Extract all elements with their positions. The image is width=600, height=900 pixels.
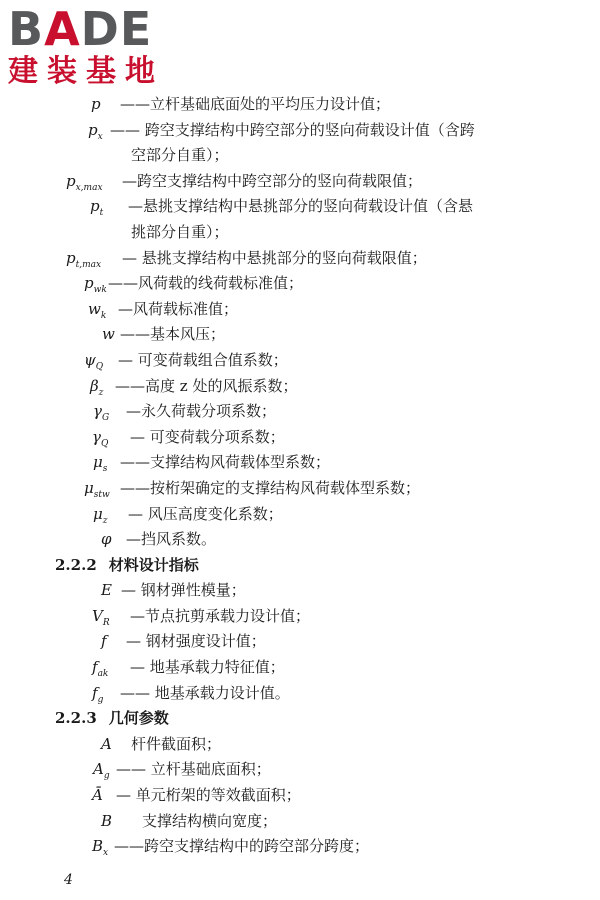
symbol-description: — 可变荷载组合值系数； [118, 350, 288, 369]
symbol-entry [0, 271, 600, 297]
symbol: $p_{wk}$ [84, 274, 107, 296]
symbol-description: ——跨空支撑结构中的跨空部分跨度； [114, 837, 370, 856]
symbol: $\mu_s$ [93, 453, 108, 475]
section-number: 2.2.2 [55, 555, 97, 574]
symbol: B [101, 811, 113, 830]
section-title: 几何参数 [108, 709, 169, 728]
symbol: $p_{x,max}$ [66, 171, 103, 193]
symbol-entry [0, 450, 600, 476]
symbol-description: — 地基承载力特征值； [130, 658, 285, 677]
symbol-description: ——风荷载的线荷载标准值； [108, 274, 304, 293]
symbol-list [0, 92, 600, 860]
symbol: $f_g$ [92, 683, 104, 705]
symbol-entry [0, 629, 600, 655]
logo-chinese: 建装基地 [8, 54, 164, 89]
symbol-entry [0, 732, 600, 758]
symbol: w [102, 325, 115, 344]
symbol: $f_{ak}$ [92, 658, 109, 680]
bade-logo [8, 4, 178, 90]
symbol-description: ——高度 z 处的风振系数； [115, 376, 298, 395]
symbol-description: — 悬挑支撑结构中悬挑部分的竖向荷载限值； [122, 248, 427, 267]
symbol-description: —跨空支撑结构中跨空部分的竖向荷载限值； [122, 171, 423, 190]
symbol-description: —— 跨空支撑结构中跨空部分的竖向荷载设计值（含跨 [110, 120, 475, 139]
symbol-description: —— 地基承载力设计值。 [120, 683, 290, 702]
symbol-description-continued: 空部分自重）； [131, 146, 229, 165]
symbol-description: —永久荷载分项系数； [126, 402, 277, 421]
symbol-description: —挡风系数。 [126, 530, 217, 549]
symbol-entry-continuation [0, 143, 600, 169]
symbol-entry [0, 604, 600, 630]
symbol: Ā [92, 786, 103, 805]
symbol-entry [0, 399, 600, 425]
symbol-entry [0, 783, 600, 809]
symbol-description: ——按桁架确定的支撑结构风荷载体型系数； [120, 478, 421, 497]
symbol-entry [0, 118, 600, 144]
symbol: $\psi_Q$ [84, 350, 104, 372]
symbol-entry [0, 834, 600, 860]
symbol-entry [0, 322, 600, 348]
symbol-entry [0, 681, 600, 707]
symbol-entry [0, 757, 600, 783]
symbol: A [101, 734, 112, 753]
symbol-entry [0, 655, 600, 681]
symbol: E [101, 581, 112, 600]
symbol: φ [101, 530, 112, 549]
symbol-description: ——支撑结构风荷载体型系数； [120, 453, 331, 472]
symbol: $A_g$ [93, 760, 110, 782]
section-number: 2.2.3 [55, 709, 97, 728]
symbol-entry [0, 297, 600, 323]
symbol-entry [0, 527, 600, 553]
symbol: $\mu_z$ [93, 504, 108, 526]
symbol-description: —节点抗剪承载力设计值； [130, 606, 311, 625]
symbol-description: ——基本风压； [120, 325, 226, 344]
symbol: f [101, 632, 107, 651]
symbol: $B_x$ [92, 837, 109, 859]
symbol-entry [0, 194, 600, 220]
symbol-entry [0, 374, 600, 400]
symbol-description: — 钢材弹性模量； [121, 581, 246, 600]
symbol-description: —— 立杆基础底面积； [116, 760, 271, 779]
symbol: $p_x$ [88, 120, 103, 142]
symbol-entry [0, 246, 600, 272]
symbol-description: 杆件截面积； [131, 734, 222, 753]
symbol: $w_k$ [88, 299, 107, 321]
symbol-entry [0, 809, 600, 835]
symbol-entry [0, 169, 600, 195]
symbol-description: — 可变荷载分项系数； [130, 427, 285, 446]
symbol: $\gamma_Q$ [92, 427, 109, 449]
symbol-description: 支撑结构横向宽度； [142, 811, 278, 830]
symbol: p [91, 95, 101, 113]
symbol-entry [0, 92, 600, 118]
logo-wordmark: BADE [8, 2, 153, 56]
symbol-entry [0, 425, 600, 451]
symbol-description: — 风压高度变化系数； [128, 504, 283, 523]
symbol: $p_{t,max}$ [66, 248, 102, 270]
section-heading [0, 706, 600, 732]
section-heading [0, 553, 600, 579]
symbol-description: —悬挑支撑结构中悬挑部分的竖向荷载设计值（含悬 [128, 197, 474, 216]
symbol-entry [0, 578, 600, 604]
symbol: $\mu_{stw}$ [84, 478, 110, 500]
symbol-entry [0, 502, 600, 528]
page-number: 4 [64, 872, 73, 888]
symbol-description: —风荷载标准值； [118, 299, 239, 318]
symbol: $\gamma_G$ [93, 402, 110, 424]
symbol-description: — 单元桁架的等效截面积； [116, 786, 301, 805]
symbol-entry-continuation [0, 220, 600, 246]
symbol: $\beta_z$ [90, 376, 104, 398]
section-title: 材料设计指标 [108, 555, 199, 574]
symbol-description: ——立杆基础底面处的平均压力设计值； [120, 95, 391, 113]
symbol-entry [0, 348, 600, 374]
symbol-description-continued: 挑部分自重）； [131, 222, 229, 241]
symbol: $p_t$ [90, 197, 104, 219]
symbol-entry [0, 476, 600, 502]
symbol: $V_R$ [92, 606, 110, 628]
symbol-description: — 钢材强度设计值； [126, 632, 266, 651]
